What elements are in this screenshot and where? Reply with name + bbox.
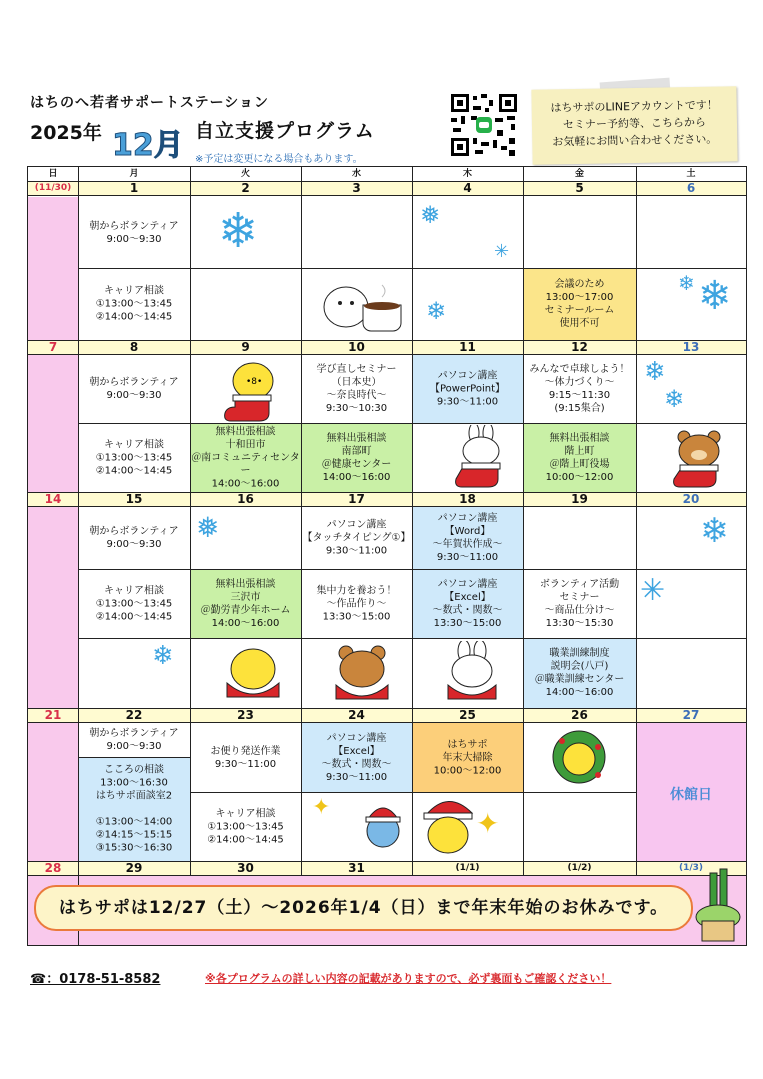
date-number: 20 (682, 492, 700, 506)
event-cell (78, 423, 190, 492)
event-cell (78, 569, 190, 638)
event-text: 無料出張相談 南部町 ＠健康センター 14:00～16:00 (321, 432, 392, 483)
date-number: 31 (348, 861, 365, 875)
event-text: パソコン講座 【タッチタイピング①】 9:30～11:00 (302, 519, 411, 557)
chick-cape-icon (213, 641, 293, 707)
kadomatsu-icon (690, 867, 746, 943)
weekday-wed: 水 (351, 169, 361, 179)
snowflake-icon: ❄ (678, 271, 695, 295)
schedule-change-note: ※予定は変更になる場合もあります。 (195, 154, 363, 165)
event-text: 学び直しセミナー （日本史） ～奈良時代～ 9:30～10:30 (316, 364, 397, 414)
event-text: キャリア相談 ①13:00～13:45 ②14:00～14:45 (95, 439, 173, 476)
svg-text:•8•: •8• (246, 377, 263, 387)
event-cell (190, 792, 301, 861)
closed-label: 休館日 (670, 787, 712, 804)
event-cell (412, 569, 523, 638)
event-text: 無料出張相談 十和田市 ＠南コミュニティセンター 14:00～16:00 (191, 426, 300, 489)
event-text: パソコン講座 【PowerPoint】 9:30～11:00 (429, 370, 506, 408)
sunday-cell (28, 507, 78, 708)
event-cell (523, 268, 636, 340)
snowflake-icon: ❄ (644, 357, 666, 387)
date-number: 3 (352, 181, 361, 195)
event-cell (523, 569, 636, 638)
event-text: 職業訓練制度 説明会(八戸) ＠職業訓練センター 14:00～16:00 (534, 648, 625, 698)
sparkle-icon: ✦ (476, 807, 500, 840)
event-text: パソコン講座 【Word】 ～年賀状作成～ 9:30～11:00 (432, 513, 503, 563)
date-number: 6 (686, 181, 696, 195)
sunday-cell (28, 197, 78, 340)
event-cell (301, 723, 412, 792)
date-number: 9 (241, 340, 250, 354)
month-label: 12月 (112, 128, 184, 163)
date-number: 29 (125, 861, 143, 875)
event-cell (78, 268, 190, 340)
event-text: 朝からボランティア 9:00～9:30 (89, 728, 179, 752)
chick-stocking-icon (213, 357, 293, 423)
line-note-line1: はちサポのLINEアカウントです！ (550, 98, 718, 115)
snowflake-icon: ❄ (152, 641, 174, 671)
sunday-cell (28, 723, 78, 861)
snowflake-icon: ❄ (218, 203, 259, 259)
line-account-note (531, 86, 737, 165)
weekday-thu: 木 (462, 169, 472, 179)
event-cell (78, 355, 190, 423)
snowflake-icon: ✳ (494, 241, 510, 262)
event-cell (78, 757, 190, 861)
event-cell (301, 507, 412, 569)
sparkle-icon: ✦ (312, 795, 331, 820)
bear-cape-icon (322, 641, 402, 707)
snowflake-icon: ❄ (700, 511, 729, 551)
sunday-cell (28, 355, 78, 492)
event-text: 会議のため 13:00～17:00 セミナールーム 使用不可 (544, 279, 615, 329)
event-cell (190, 569, 301, 638)
date-number: 18 (459, 492, 476, 506)
event-text: 無料出張相談 階上町 ＠階上町役場 10:00～12:00 (545, 432, 614, 483)
event-cell (78, 197, 190, 268)
year-label: 2025年 (30, 122, 102, 144)
line-qr-code[interactable] (449, 92, 519, 158)
santa-chick-icon (414, 793, 484, 859)
date-number: 4 (463, 181, 472, 195)
date-number: 26 (571, 708, 588, 722)
event-cell (412, 723, 523, 792)
date-number: 17 (348, 492, 365, 506)
calendar-grid (27, 166, 747, 946)
event-cell (301, 423, 412, 492)
date-number: 28 (44, 861, 62, 875)
event-cell (301, 569, 412, 638)
event-text: ボランティア活動 セミナー ～商品仕分け～ 13:30～15:30 (539, 578, 620, 629)
new-year-holiday-banner: はちサポは12/27（土）～2026年1/4（日）まで年末年始のお休みです。 (34, 885, 693, 931)
back-page-warning: ※各プログラムの詳しい内容の記載がありますので、必ず裏面もご確認ください！ (205, 972, 612, 985)
snowflake-icon: ✳ (640, 573, 666, 608)
date-number: 7 (48, 340, 58, 354)
event-cell (523, 423, 636, 492)
event-text: パソコン講座 【Excel】 ～数式・関数～ 9:30～11:00 (321, 732, 392, 783)
program-title: 自立支援プログラム (195, 120, 375, 142)
phone-number[interactable]: ☎：0178-51-8582 (30, 972, 161, 987)
organization-name: はちのへ若者サポートステーション (30, 95, 270, 111)
date-number: 14 (44, 492, 62, 506)
date-number: 2 (241, 181, 250, 195)
date-number: (1/2) (567, 863, 592, 873)
weekday-mon: 月 (129, 169, 139, 179)
date-number: (1/3) (678, 863, 704, 873)
snowflake-icon: ❅ (196, 511, 220, 544)
event-cell (412, 507, 523, 569)
date-number: 24 (348, 708, 365, 722)
snowman-icon (358, 797, 408, 853)
weekday-sun: 日 (48, 169, 58, 179)
event-cell (523, 355, 636, 423)
date-number: 27 (682, 708, 700, 722)
event-cell (301, 355, 412, 423)
event-cell (412, 355, 523, 423)
event-cell (190, 423, 301, 492)
event-text: パソコン講座 【Excel】 ～数式・関数～ 13:30～15:00 (432, 578, 503, 629)
coffee-bird-icon (318, 275, 408, 335)
weekday-sat: 土 (686, 169, 696, 179)
date-number: 13 (682, 340, 700, 354)
event-cell (78, 723, 190, 757)
date-number: 22 (125, 708, 143, 722)
rabbit-stocking-icon (446, 425, 516, 491)
event-text: キャリア相談 ①13:00～13:45 ②14:00～14:45 (95, 585, 173, 622)
event-text: キャリア相談 ①13:00～13:45 ②14:00～14:45 (207, 808, 284, 845)
event-text: 朝からボランティア 9:00～9:30 (89, 220, 179, 245)
event-text: 朝からボランティア 9:00～9:30 (89, 526, 179, 550)
date-number: 8 (129, 340, 139, 354)
snowflake-icon: ❅ (420, 201, 441, 229)
date-number: 1 (129, 181, 139, 195)
event-text: はちサポ 年末大掃除 10:00～12:00 (433, 739, 502, 776)
event-text: こころの相談 13:00～16:30 はちサポ面談室2 ①13:00～14:00 ②14:15～15:15 ③15:30～16:30 (95, 764, 173, 854)
date-number: 15 (125, 492, 143, 506)
closed-cell (636, 723, 746, 861)
event-cell (78, 507, 190, 569)
line-note-line2: セミナー予約等、こちらから (562, 115, 707, 132)
weekday-tue: 火 (240, 169, 250, 179)
event-text: 朝からボランティア 9:00～9:30 (89, 377, 179, 401)
line-note-line3: お気軽にお問い合わせください。 (552, 132, 718, 149)
event-cell (523, 638, 636, 708)
date-number: 21 (44, 708, 62, 722)
event-cell (190, 723, 301, 792)
date-number: 11 (459, 340, 476, 354)
date-number: 30 (237, 861, 254, 875)
weekday-fri: 金 (574, 169, 584, 179)
date-number: 16 (237, 492, 254, 506)
date-number: 23 (237, 708, 254, 722)
date-number: (1/1) (455, 863, 480, 873)
date-number: (11/30) (34, 183, 72, 193)
event-text: みんなで卓球しよう！ ～体力づくり～ 9:15～11:30 (9:15集合) (529, 364, 630, 414)
date-number: 25 (459, 708, 476, 722)
event-text: 集中力を養おう！ ～作品作り～ 13:30～15:00 (316, 585, 397, 622)
event-text: キャリア相談 ①13:00～13:45 ②14:00～14:45 (95, 285, 173, 323)
date-number: 12 (571, 340, 588, 354)
snowflake-icon: ❄ (664, 385, 685, 413)
snowflake-icon: ❄ (426, 297, 447, 325)
date-number: 5 (575, 181, 584, 195)
bear-stocking-icon (664, 425, 734, 491)
date-number: 10 (348, 340, 365, 354)
event-text: 無料出張相談 三沢市 ＠勤労青少年ホーム 14:00～16:00 (200, 578, 291, 629)
wreath-chick-icon (544, 727, 614, 789)
event-text: お便り発送作業 9:30～11:00 (210, 745, 281, 770)
date-number: 19 (571, 492, 588, 506)
snowflake-icon: ❄ (698, 273, 732, 319)
rabbit-cape-icon (432, 641, 512, 707)
